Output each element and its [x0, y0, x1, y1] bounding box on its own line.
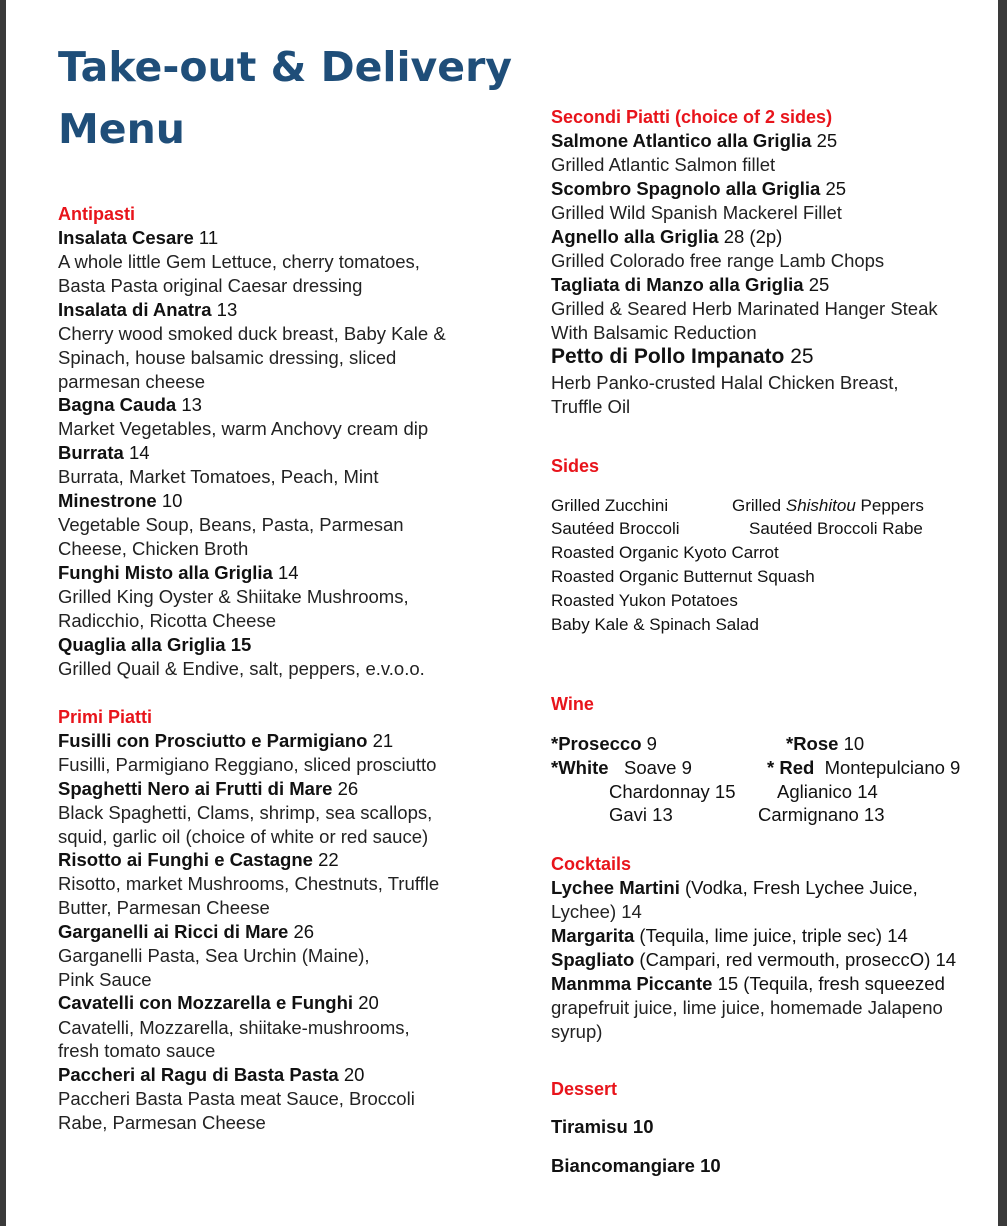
section-heading-secondi: Secondi Piatti (choice of 2 sides): [551, 107, 833, 127]
section-heading-antipasti: Antipasti: [58, 204, 136, 224]
wine-item: Chardonnay 15: [609, 781, 736, 802]
menu-item-title: Cavatelli con Mozzarella e Funghi 20: [58, 992, 379, 1013]
menu-item-desc: A whole little Gem Lettuce, cherry tomatoes,: [58, 251, 420, 272]
section-heading-sides: Sides: [551, 456, 600, 476]
menu-item-desc: Grilled King Oyster & Shiitake Mushrooms,: [58, 586, 409, 607]
menu-item-title: Quaglia alla Griglia 15: [58, 634, 252, 655]
wine-item: *White Soave 9: [551, 757, 692, 778]
menu-item-desc: Grilled & Seared Herb Marinated Hanger Steak: [551, 298, 938, 319]
menu-item-desc: Fusilli, Parmigiano Reggiano, sliced prosciutto: [58, 754, 437, 775]
menu-item-title: Funghi Misto alla Griglia 14: [58, 562, 299, 583]
menu-item-desc: Garganelli Pasta, Sea Urchin (Maine),: [58, 945, 370, 966]
wine-item: Carmignano 13: [758, 804, 885, 825]
menu-item-desc: Rabe, Parmesan Cheese: [58, 1112, 266, 1133]
side-item: Roasted Organic Kyoto Carrot: [551, 543, 779, 562]
cocktail-item: Spagliato (Campari, red vermouth, proseccO) 14: [551, 949, 957, 970]
section-heading-cocktails: Cocktails: [551, 854, 632, 874]
section-heading-dessert: Dessert: [551, 1079, 618, 1099]
menu-item-title: Spaghetti Nero ai Frutti di Mare 26: [58, 778, 359, 799]
title-line-2: Menu: [58, 105, 185, 153]
menu-item-title: Scombro Spagnolo alla Griglia 25: [551, 178, 847, 199]
menu-item-desc: Truffle Oil: [551, 396, 631, 417]
side-item: Roasted Yukon Potatoes: [551, 591, 738, 610]
menu-item-desc: Cheese, Chicken Broth: [58, 538, 249, 559]
side-item: Sautéed Broccoli Rabe: [749, 519, 923, 538]
cocktail-item: Margarita (Tequila, lime juice, triple sec) 14: [551, 925, 908, 946]
side-item: Grilled Shishitou Peppers: [732, 496, 924, 515]
dessert-item: Tiramisu 10: [551, 1116, 654, 1137]
menu-item-desc: Grilled Colorado free range Lamb Chops: [551, 250, 885, 271]
menu-item-title: Agnello alla Griglia 28 (2p): [551, 226, 783, 247]
menu-item-desc: Market Vegetables, warm Anchovy cream dip: [58, 418, 429, 439]
page-title: [58, 36, 512, 160]
menu-item-desc: Vegetable Soup, Beans, Pasta, Parmesan: [58, 514, 404, 535]
menu-item-desc: Burrata, Market Tomatoes, Peach, Mint: [58, 466, 379, 487]
menu-item-title: Paccheri al Ragu di Basta Pasta 20: [58, 1064, 365, 1085]
menu-item-desc: With Balsamic Reduction: [551, 322, 757, 343]
menu-item-desc: fresh tomato sauce: [58, 1040, 216, 1061]
side-item: Grilled Zucchini: [551, 496, 669, 515]
side-item: Roasted Organic Butternut Squash: [551, 567, 815, 586]
wine-item: * Red Montepulciano 9: [767, 757, 961, 778]
menu-item-desc: Butter, Parmesan Cheese: [58, 897, 270, 918]
menu-item-title: Insalata di Anatra 13: [58, 299, 238, 320]
menu-item-desc: Herb Panko-crusted Halal Chicken Breast,: [551, 372, 899, 393]
section-heading-wine: Wine: [551, 694, 594, 714]
menu-item-title: Risotto ai Funghi e Castagne 22: [58, 849, 339, 870]
menu-item-title: Petto di Pollo Impanato 25: [551, 345, 814, 368]
menu-item-desc: Grilled Atlantic Salmon fillet: [551, 154, 776, 175]
title-line-1: Take-out & Delivery: [58, 43, 513, 91]
menu-item-title: Salmone Atlantico alla Griglia 25: [551, 130, 838, 151]
menu-item-title: Bagna Cauda 13: [58, 394, 202, 415]
side-item: Baby Kale & Spinach Salad: [551, 615, 759, 634]
menu-item-title: Burrata 14: [58, 442, 150, 463]
menu-item-title: Minestrone 10: [58, 490, 183, 511]
wine-item: Aglianico 14: [777, 781, 878, 802]
cocktail-item: syrup): [551, 1021, 603, 1042]
section-heading-primi: Primi Piatti: [58, 707, 153, 727]
menu-item-desc: Cavatelli, Mozzarella, shiitake-mushrooms,: [58, 1017, 410, 1038]
menu-item-desc: Basta Pasta original Caesar dressing: [58, 275, 363, 296]
menu-item-desc: Cherry wood smoked duck breast, Baby Kale &: [58, 323, 446, 344]
menu-item-desc: Black Spaghetti, Clams, shrimp, sea scallops,: [58, 802, 433, 823]
menu-item-desc: Radicchio, Ricotta Cheese: [58, 610, 276, 631]
cocktail-item: Lychee) 14: [551, 901, 642, 922]
menu-item-desc: Pink Sauce: [58, 969, 152, 990]
menu-item-desc: Spinach, house balsamic dressing, sliced: [58, 347, 397, 368]
menu-item-desc: squid, garlic oil (choice of white or red sauce): [58, 826, 429, 847]
menu-item-title: Fusilli con Prosciutto e Parmigiano 21: [58, 730, 394, 751]
menu-item-desc: parmesan cheese: [58, 371, 206, 392]
cocktail-item: Manmma Piccante 15 (Tequila, fresh squeezed: [551, 973, 945, 994]
menu-page: [6, 0, 998, 1226]
menu-item-desc: Risotto, market Mushrooms, Chestnuts, Truffle: [58, 873, 440, 894]
cocktail-item: grapefruit juice, lime juice, homemade Jalapeno: [551, 997, 943, 1018]
menu-item-desc: Paccheri Basta Pasta meat Sauce, Broccoli: [58, 1088, 415, 1109]
cocktail-item: Lychee Martini (Vodka, Fresh Lychee Juice,: [551, 877, 918, 898]
side-item: Sautéed Broccoli: [551, 519, 680, 538]
wine-item: Gavi 13: [609, 804, 673, 825]
menu-item-title: Tagliata di Manzo alla Griglia 25: [551, 274, 830, 295]
menu-item-desc: Grilled Quail & Endive, salt, peppers, e.v.o.o.: [58, 658, 425, 679]
wine-item: *Rose 10: [786, 733, 865, 754]
wine-item: *Prosecco 9: [551, 733, 657, 754]
dessert-item: Biancomangiare 10: [551, 1155, 721, 1176]
menu-item-title: Garganelli ai Ricci di Mare 26: [58, 921, 315, 942]
menu-item-title: Insalata Cesare 11: [58, 227, 219, 248]
menu-item-desc: Grilled Wild Spanish Mackerel Fillet: [551, 202, 842, 223]
